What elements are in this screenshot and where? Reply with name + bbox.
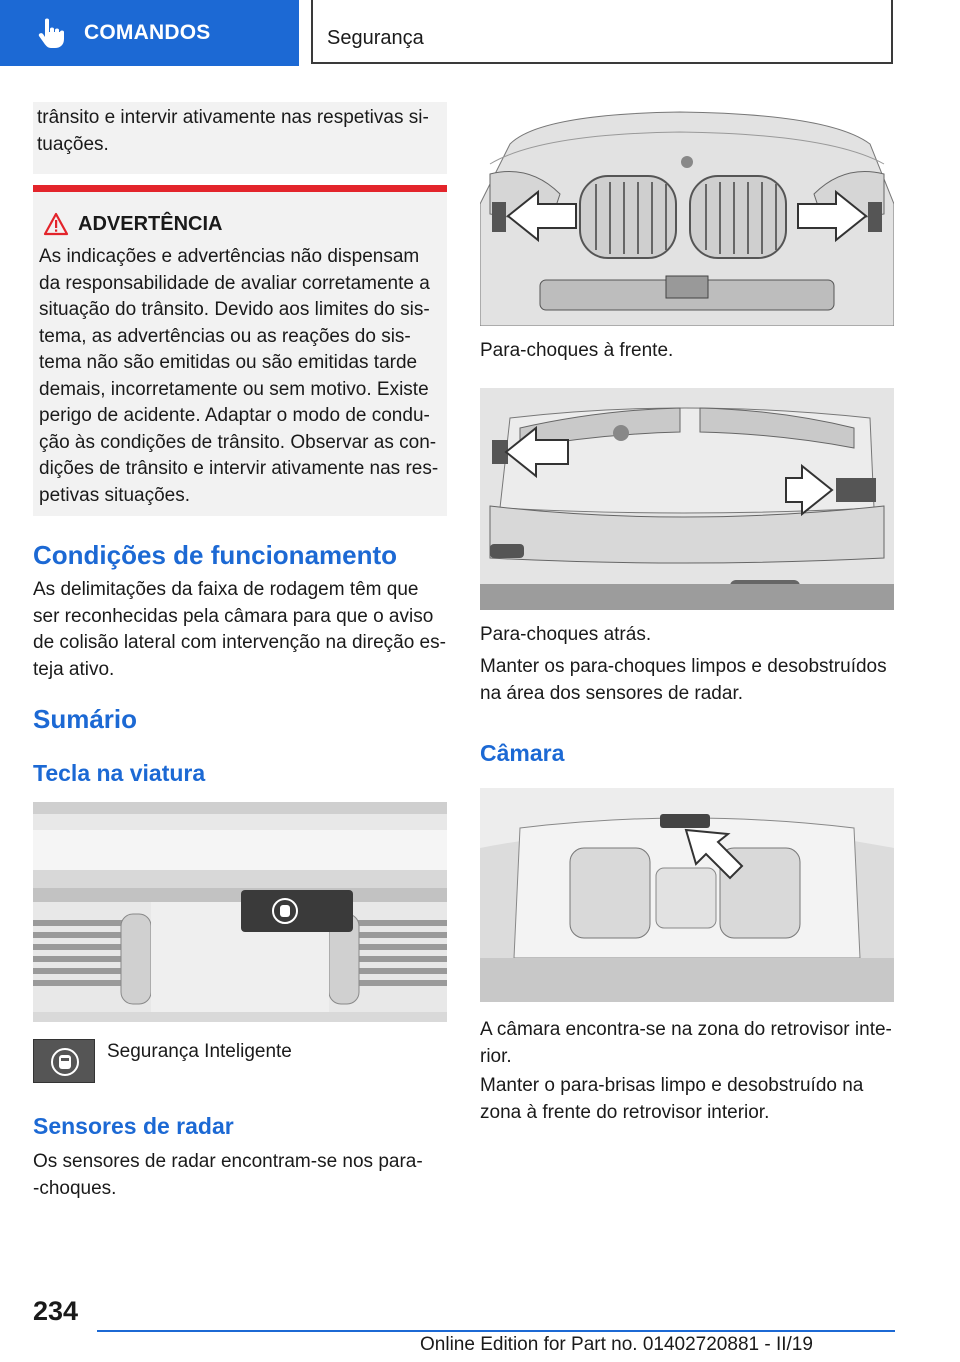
- warning-line: perigo de acidente. Adaptar o modo de condu-: [39, 405, 430, 426]
- radar-heading: Sensores de radar: [33, 1113, 234, 1139]
- hand-pointer-icon: [34, 16, 68, 50]
- keep-clean-text: [480, 654, 894, 707]
- section-label: COMANDOS: [84, 21, 211, 44]
- warning-line: As indicações e advertências não dispensam: [39, 246, 420, 267]
- warning-bar: [33, 185, 447, 192]
- conditions-text: [33, 577, 447, 683]
- text-line: Manter o para-brisas limpo e desobstruído na: [480, 1075, 864, 1096]
- button-caption: Segurança Inteligente: [107, 1041, 292, 1062]
- warning-line: petivas situações.: [39, 484, 191, 506]
- radar-text: [33, 1149, 447, 1202]
- warning-line: demais, incorretamente ou sem motivo. Existe: [39, 378, 429, 400]
- subsection-header: [311, 0, 893, 64]
- warning-line: dições de trânsito e intervir ativamente nas res-: [39, 458, 439, 479]
- warning-text: [39, 244, 447, 509]
- warning-line: tema não são emitidas ou são emitidas tarde: [39, 352, 418, 373]
- warning-line: tema, as advertências ou as reações do sis-: [39, 325, 411, 347]
- footer-rule: [97, 1330, 895, 1332]
- section-tab[interactable]: [0, 0, 299, 66]
- intelligent-safety-button-icon: [33, 1039, 95, 1083]
- rear-bumper-illustration: [480, 388, 894, 610]
- button-heading: Tecla na viatura: [33, 760, 206, 786]
- text-line: de colisão lateral com intervenção na direção es-: [33, 632, 446, 653]
- windshield-text: [480, 1073, 894, 1126]
- edition-text: Online Edition for Part no. 01402720881 - II/19: [420, 1334, 813, 1355]
- rear-caption: Para-choques atrás.: [480, 624, 652, 645]
- dashboard-button-illustration: [33, 802, 447, 1022]
- text-line: na área dos sensores de radar.: [480, 682, 744, 704]
- page-number: 234: [33, 1296, 79, 1326]
- camera-heading: Câmara: [480, 740, 565, 766]
- text-line: teja ativo.: [33, 658, 115, 680]
- camera-illustration: [480, 788, 894, 1002]
- warning-line: da responsabilidade de avaliar corretamente a: [39, 272, 430, 294]
- text-line: As delimitações da faixa de rodagem têm que: [33, 579, 419, 600]
- warning-line: situação do trânsito. Devido aos limites do sis-: [39, 299, 430, 320]
- text-line: zona à frente do retrovisor interior.: [480, 1101, 770, 1123]
- warning-line: ção às condições de trânsito. Observar as con-: [39, 431, 437, 453]
- front-caption: Para-choques à frente.: [480, 340, 674, 361]
- warning-title: ADVERTÊNCIA: [78, 213, 223, 235]
- conditions-heading: Condições de funcionamento: [33, 540, 398, 570]
- subsection-label: Segurança: [327, 27, 424, 49]
- intro-text: trânsito e intervir ativamente nas respetivas si- tuações.: [37, 107, 429, 155]
- summary-heading: Sumário: [33, 704, 138, 734]
- camera-text: [480, 1017, 894, 1070]
- front-bumper-illustration: [480, 104, 894, 326]
- text-line: ser reconhecidas pela câmara para que o aviso: [33, 605, 434, 627]
- text-line: Os sensores de radar encontram-se nos para-: [33, 1151, 423, 1172]
- text-line: rior.: [480, 1045, 512, 1067]
- warning-triangle-icon: [43, 212, 69, 236]
- text-line: Manter os para-choques limpos e desobstruídos: [480, 656, 887, 677]
- text-line: -choques.: [33, 1177, 117, 1199]
- text-line: A câmara encontra-se na zona do retrovisor inte-: [480, 1019, 892, 1040]
